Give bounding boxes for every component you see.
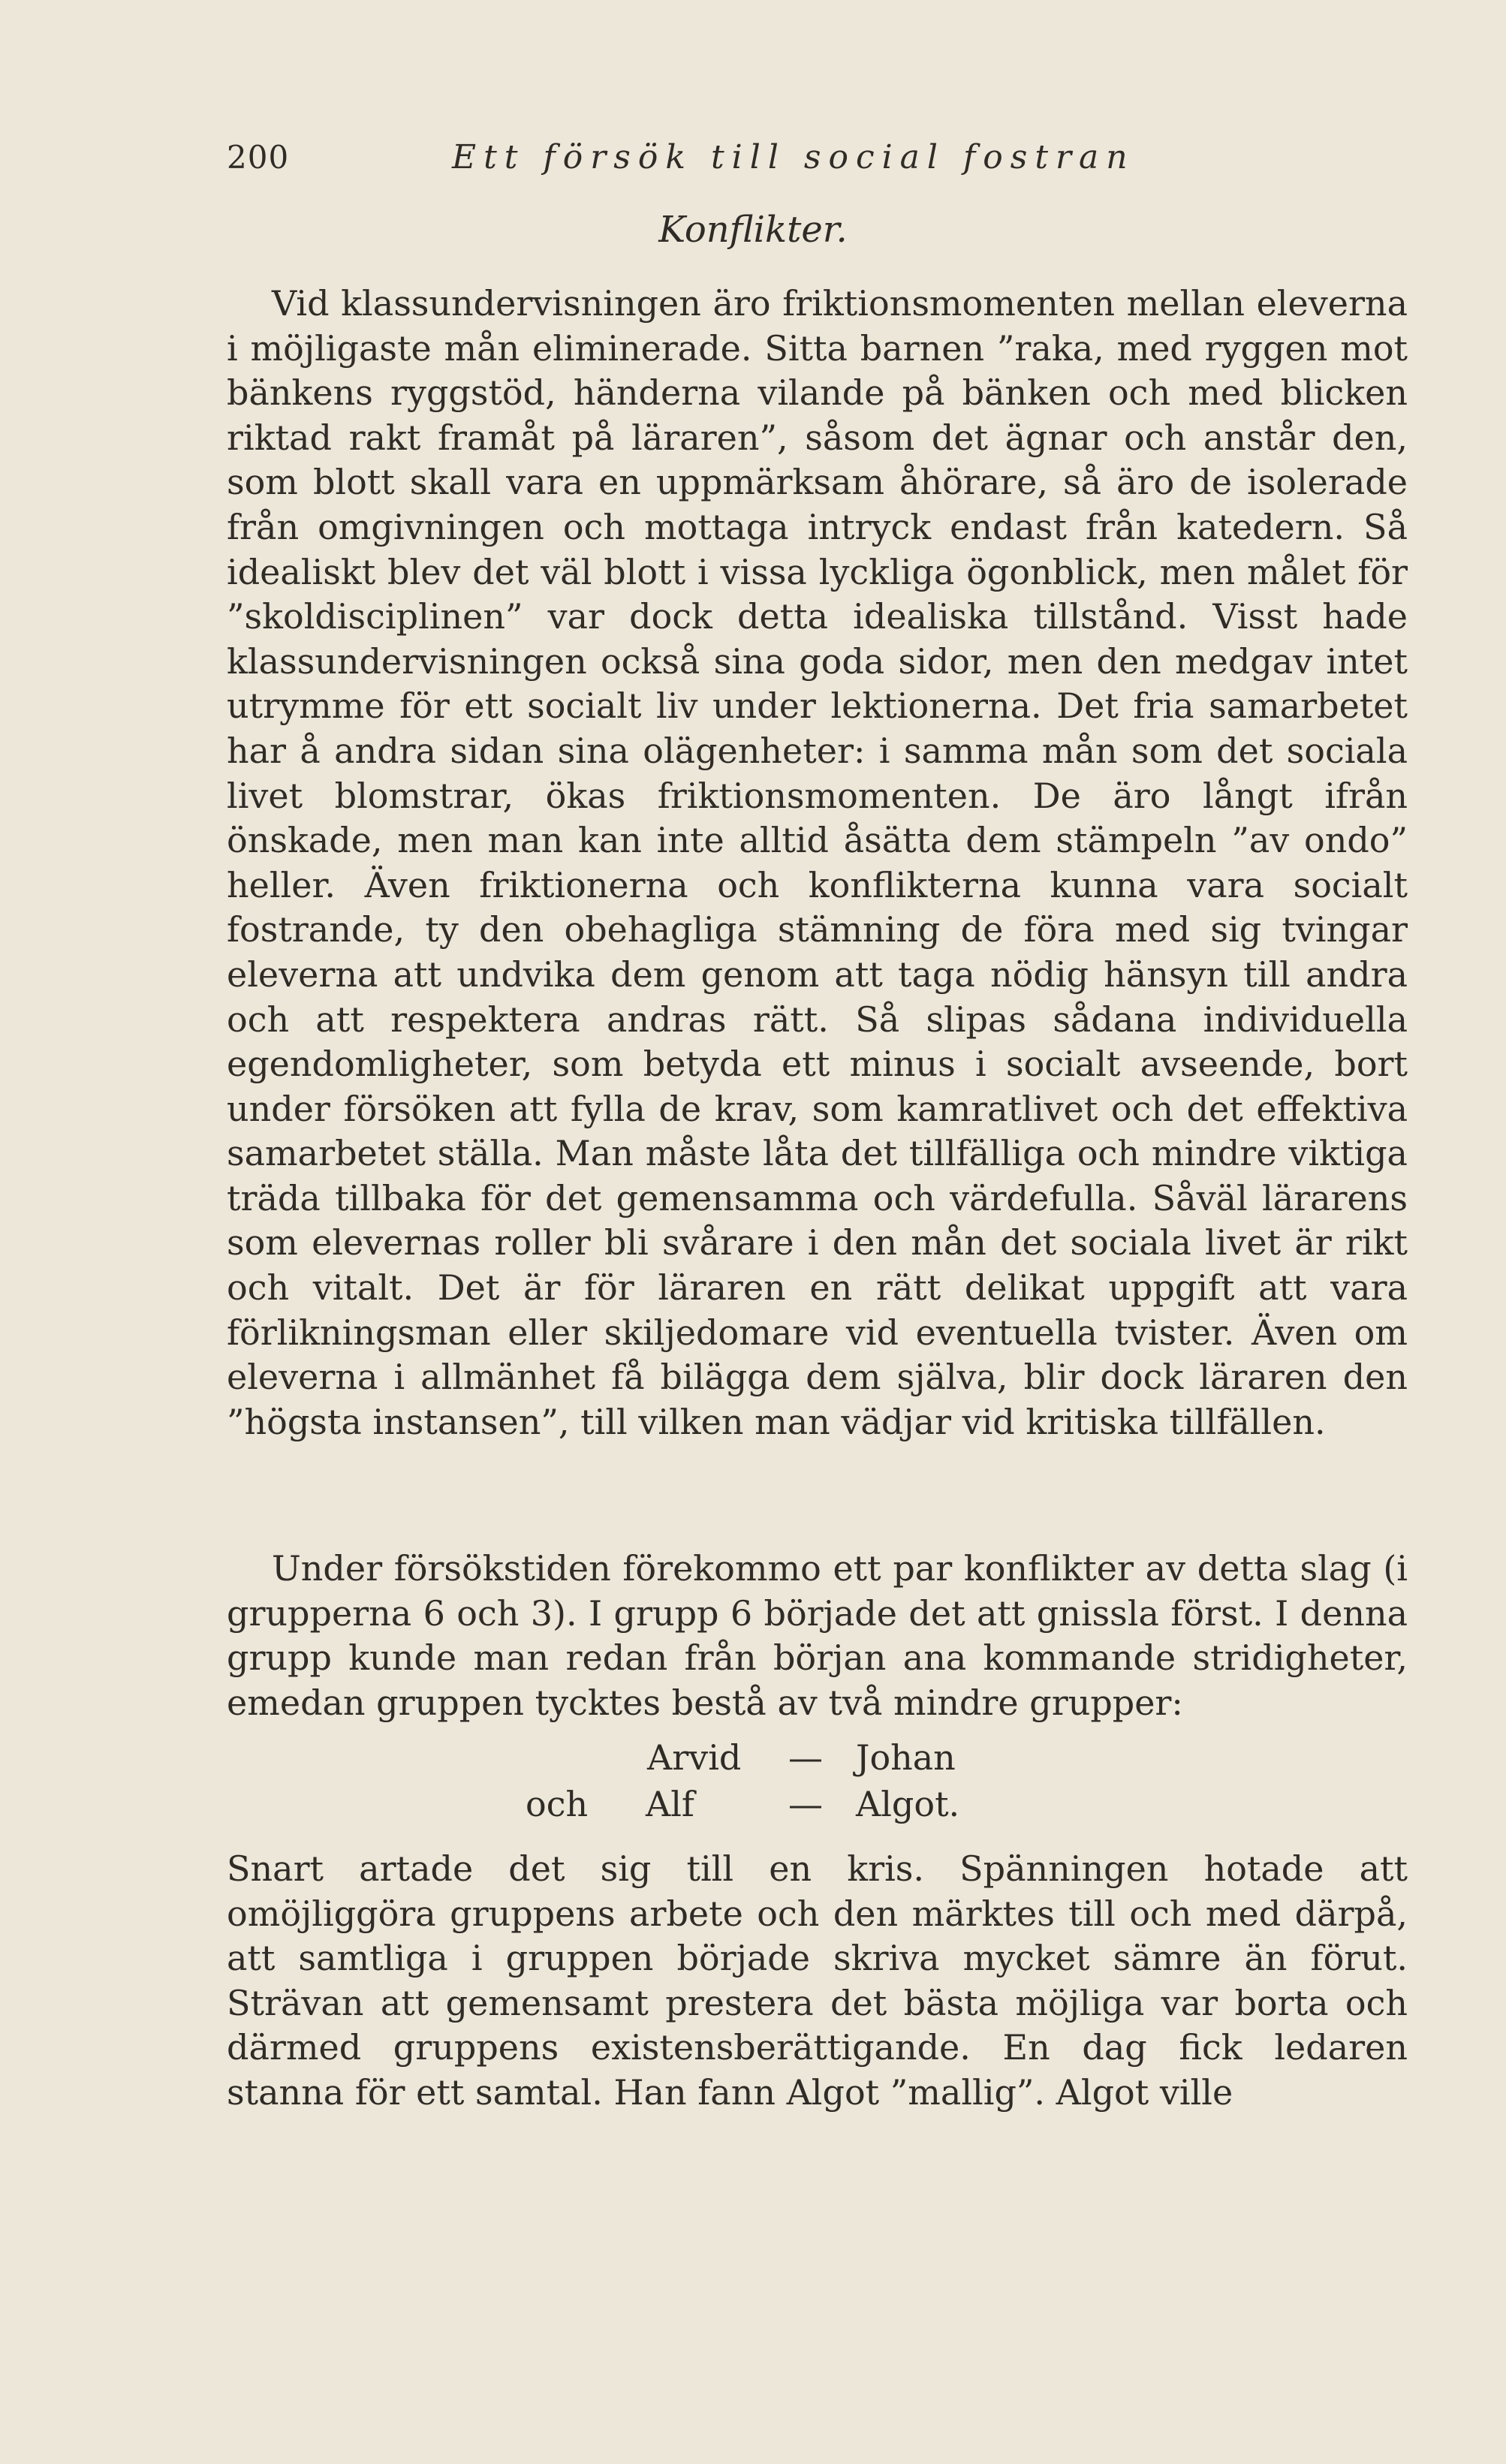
paragraph-block	[227, 1847, 1408, 2116]
running-title: Ett försök till social fostran	[452, 138, 1135, 176]
running-head	[227, 135, 1408, 188]
group-dash: —	[788, 1784, 823, 1824]
paragraph: Under försökstiden förekommo ett par konflikter av detta slag (i grupperna 6 och 3). I grupp 6 började det att gnissla först. I denna grupp kunde man redan från början ana kommande stridigheter, emedan gruppen tycktes bestå av två mindre grupper:	[227, 1548, 1408, 1723]
paragraph-block	[227, 1547, 1408, 1725]
page-number: 200	[227, 139, 290, 176]
section-heading: Konflikter.	[658, 209, 848, 251]
group-dash: —	[788, 1737, 823, 1778]
group-member: Arvid	[647, 1737, 742, 1778]
group-member: Alf	[646, 1784, 694, 1824]
group-prefix: och	[526, 1784, 589, 1824]
paragraph: Snart artade det sig till en kris. Spänningen hotade att omöjliggöra gruppens arbete och den märktes till och med därpå, att samtliga i gruppen började skriva mycket sämre än förut. Strävan att gemensamt prestera det bästa möjliga var borta och därmed gruppens existensberättigande. En dag fick ledaren stanna för ett samtal. Han fann Algot ”mallig”. Algot ville	[227, 1848, 1408, 2113]
paragraph: Vid klassundervisningen äro friktionsmomenten mellan eleverna i möjligaste mån eliminerade. Sitta barnen ”raka, med ryggen mot bänkens ryggstöd, händerna vilande på bänken och med blicken riktad rakt framåt på läraren”, såsom det ägnar och anstår den, som blott skall vara en uppmärksam åhörare, så äro de isolerade från omgivningen och mottaga intryck endast från katedern. Så idealiskt blev det väl blott i vissa lyckliga ögonblick, men målet för ”skoldisciplinen” var dock detta idealiska tillstånd. Visst hade klassundervisningen också sina goda sidor, men den medgav intet utrymme för ett socialt liv under lektionerna. Det fria samarbetet har å andra sidan sina olägenheter: i samma mån som det sociala livet blomstrar, ökas friktionsmomenten. De äro långt ifrån önskade, men man kan inte alltid åsätta dem stämpeln ”av ondo” heller. Även friktionerna och konflikterna kunna vara socialt fostrande, ty den obehagliga stämning de föra med sig tvingar eleverna att undvika dem genom att taga nödig hänsyn till andra och att respektera andras rätt. Så slipas sådana individuella egendomligheter, som betyda ett minus i socialt avseende, bort under försöken att fylla de krav, som kamratlivet och det effektiva samarbetet ställa. Man måste låta det tillfälliga och mindre viktiga träda tillbaka för det gemensamma och värdefulla. Såväl lärarens som elevernas roller bli svårare i den mån det sociala livet är rikt och vitalt. Det är för läraren en rätt delikat uppgift att vara förlikningsman eller skiljedomare vid eventuella tvister. Även om eleverna i allmänhet få bilägga dem själva, blir dock läraren den ”högsta instansen”, till vilken man vädjar vid kritiska tillfällen.	[227, 283, 1408, 1442]
group-member: Algot.	[856, 1784, 960, 1824]
group-member: Johan	[856, 1737, 956, 1778]
paragraph-block	[227, 282, 1408, 1444]
